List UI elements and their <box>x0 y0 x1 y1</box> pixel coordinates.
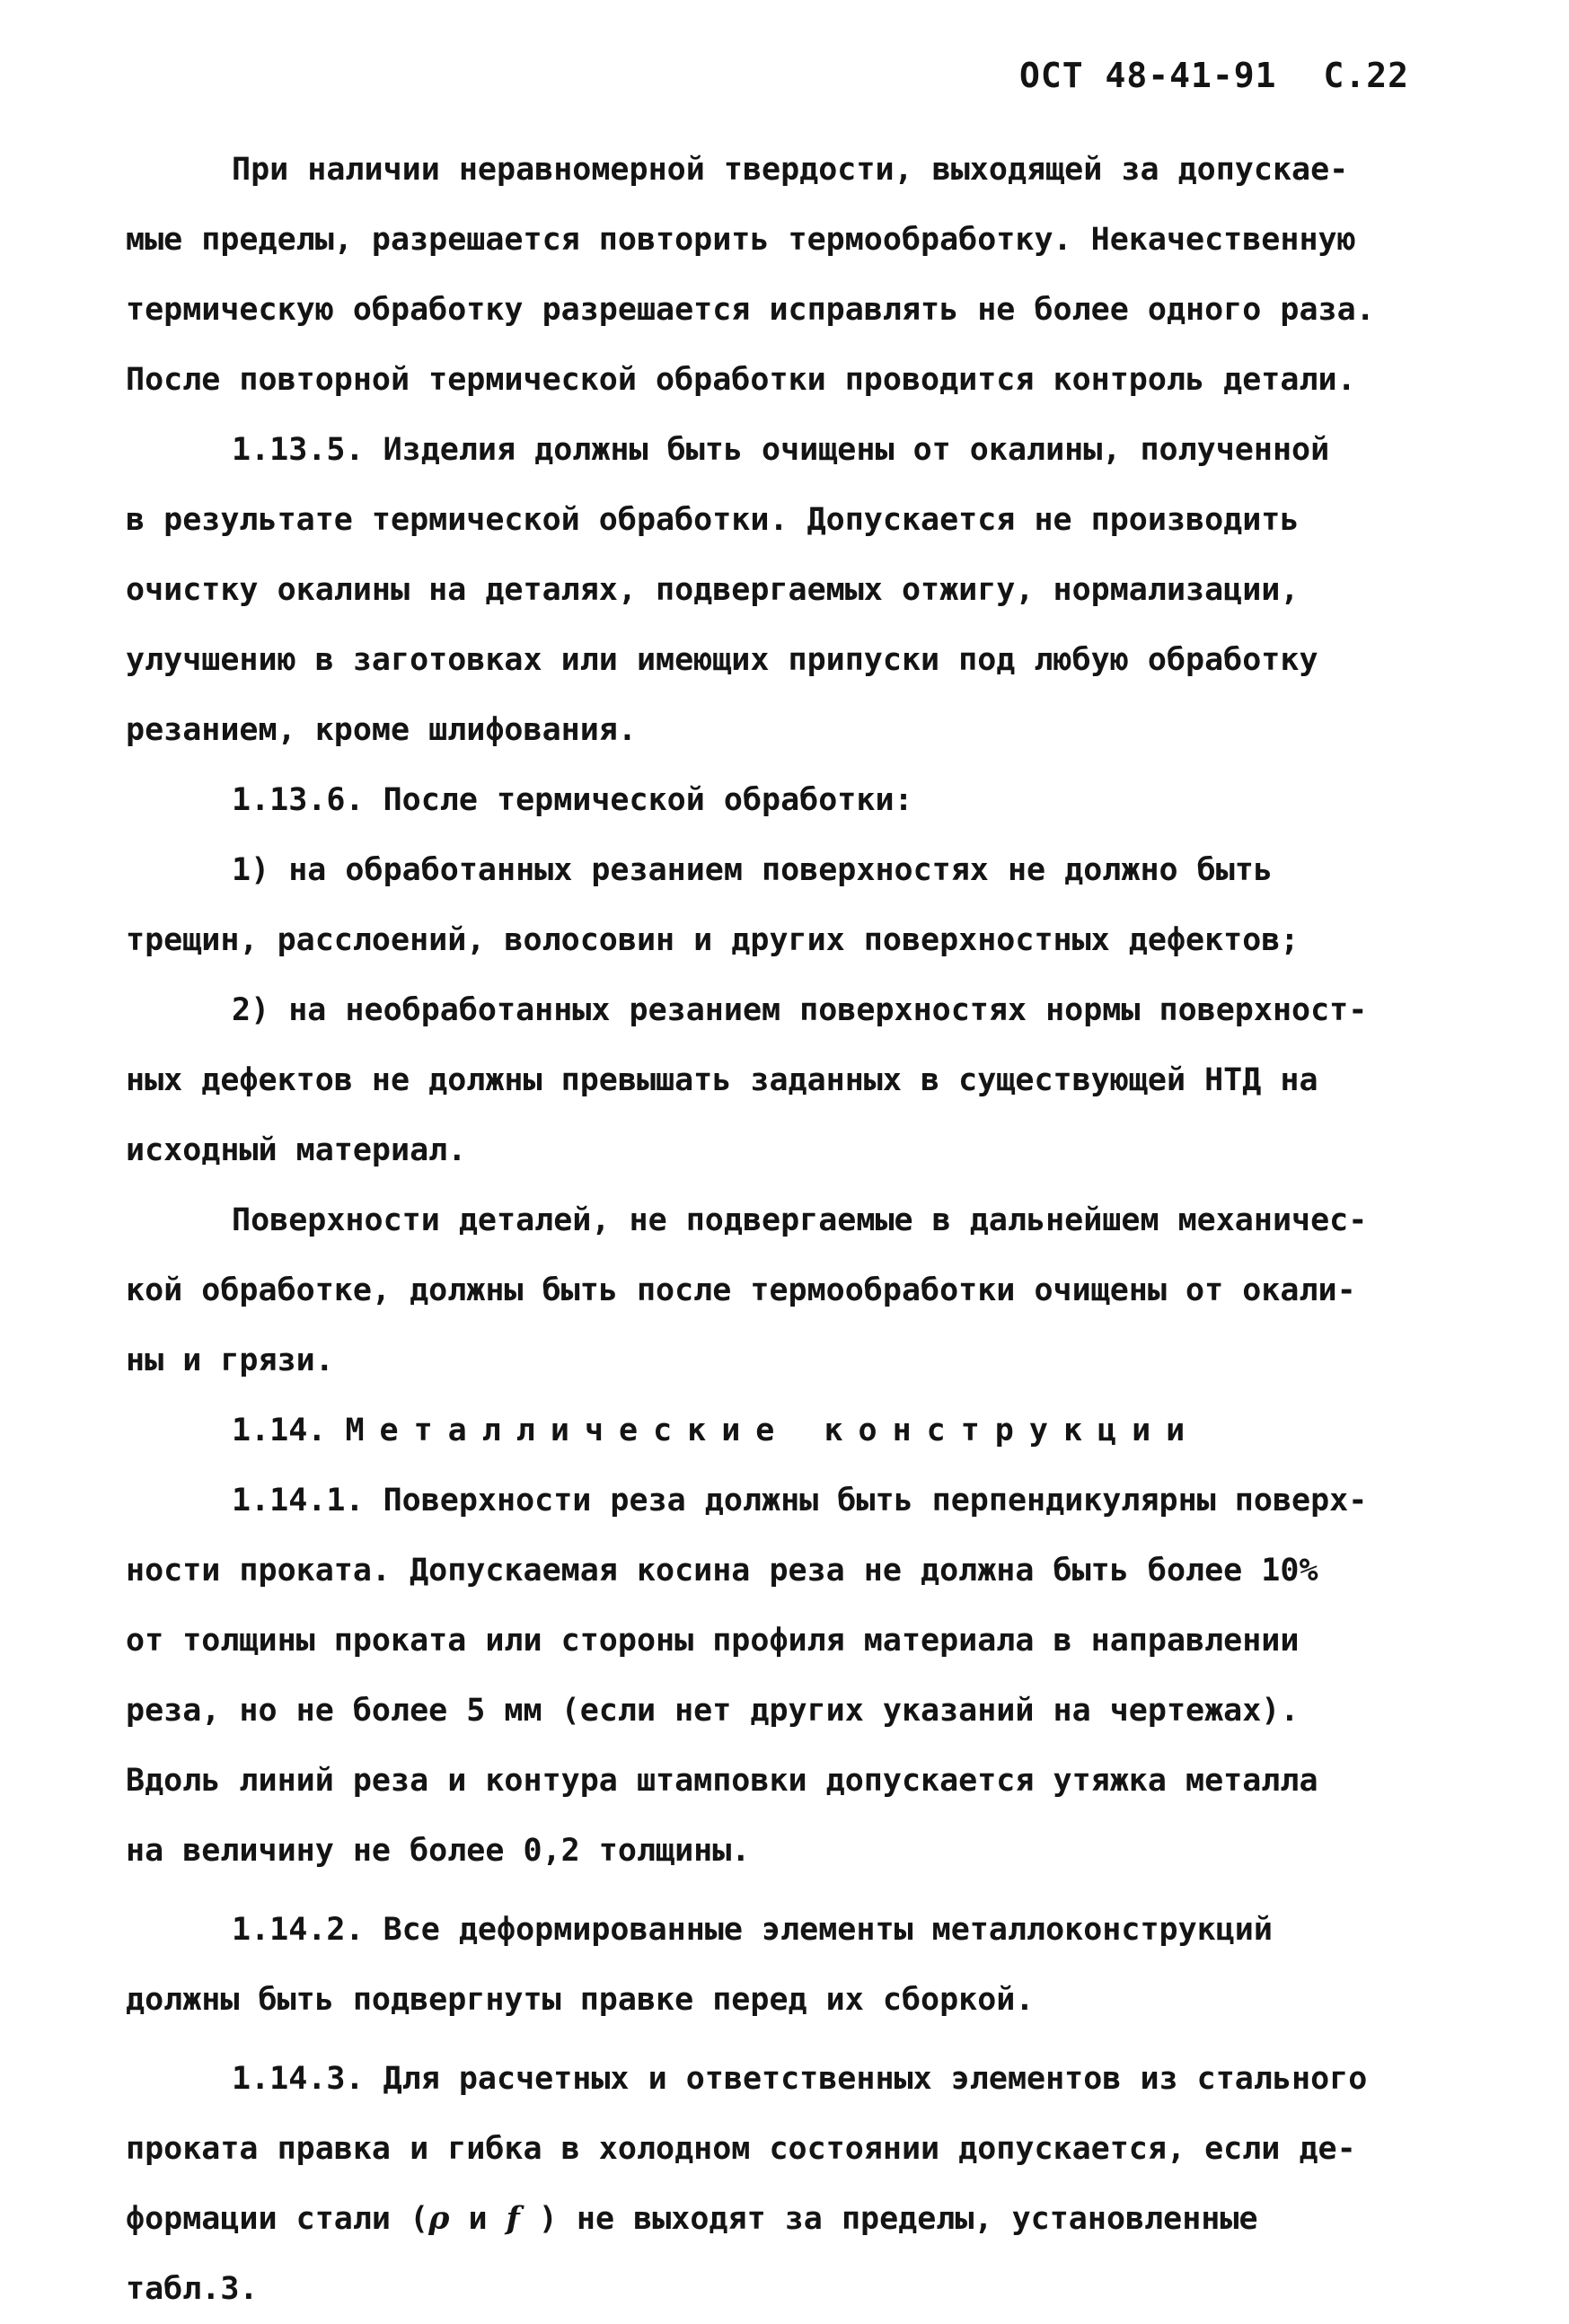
document-code: ОСТ 48-41-91 <box>1018 56 1277 95</box>
text-line: улучшению в заготовках или имеющих припуски под любую обработку <box>126 642 1318 678</box>
text-line: 1.14.2. Все деформированные элементы металлоконструкций <box>232 1912 1273 1948</box>
text-line: ных дефектов не должны превышать заданных в существующей НТД на <box>126 1062 1318 1098</box>
text-line: ны и грязи. <box>126 1342 334 1378</box>
text-line: проката правка и гибка в холодном состоянии допускается, если де- <box>126 2131 1356 2167</box>
text-line: на величину не более 0,2 толщины. <box>126 1833 751 1869</box>
symbol-f: f <box>506 2200 520 2237</box>
text-line: При наличии неравномерной твердости, выходящей за допускае- <box>232 152 1349 188</box>
text-line: в результате термической обработки. Допускается не производить <box>126 502 1300 538</box>
text-line: резанием, кроме шлифования. <box>126 712 637 748</box>
section-number: 1.14. <box>232 1413 327 1448</box>
text-line: 1.13.5. Изделия должны быть очищены от окалины, полученной <box>232 432 1330 468</box>
formula-conjunction: и <box>449 2201 507 2237</box>
text-line: от толщины проката или стороны профиля материала в направлении <box>126 1623 1300 1659</box>
page-number: С.22 <box>1323 56 1409 95</box>
text-line: реза, но не более 5 мм (если нет других указаний на чертежах). <box>126 1693 1300 1729</box>
text-line: 1.14.1. Поверхности реза должны быть перпендикулярны поверх- <box>232 1483 1368 1519</box>
text-line-formula <box>126 2184 1464 2254</box>
text-line: Вдоль линий реза и контура штамповки допускается утяжка металла <box>126 1763 1318 1799</box>
text-line: трещин, расслоений, волосовин и других поверхностных дефектов; <box>126 922 1300 958</box>
text-line: кой обработке, должны быть после термообработки очищены от окали- <box>126 1272 1356 1308</box>
text-line: После повторной термической обработки проводится контроль детали. <box>126 362 1356 398</box>
section-heading <box>126 1395 1464 1466</box>
text-line: 1.13.6. После термической обработки: <box>232 782 913 818</box>
text-line: 1) на обработанных резанием поверхностях не должно быть <box>232 852 1273 888</box>
text-line: термическую обработку разрешается исправлять не более одного раза. <box>126 292 1375 328</box>
text-line: исходный материал. <box>126 1132 467 1168</box>
page-header <box>1019 56 1409 95</box>
text-line: Поверхности деталей, не подвергаемые в дальнейшем механичес- <box>232 1202 1368 1238</box>
text-line: мые пределы, разрешается повторить термообработку. Некачественную <box>126 222 1356 258</box>
section-title: Металлические конструкции <box>345 1413 1201 1448</box>
symbol-rho: ρ <box>428 2200 450 2237</box>
formula-suffix: ) не выходят за пределы, установленные <box>519 2201 1258 2237</box>
document-body <box>126 135 1464 2324</box>
formula-prefix: формации стали ( <box>126 2201 429 2237</box>
text-line: 1.14.3. Для расчетных и ответственных элементов из стального <box>232 2061 1368 2097</box>
text-line: должны быть подвергнуты правке перед их сборкой. <box>126 1982 1035 2018</box>
text-line: 2) на необработанных резанием поверхностях нормы поверхност- <box>232 992 1368 1028</box>
text-line: ности проката. Допускаемая косина реза не должна быть более 10% <box>126 1553 1318 1589</box>
text-line: табл.3. <box>126 2271 259 2307</box>
text-line: очистку окалины на деталях, подвергаемых отжигу, нормализации, <box>126 572 1300 608</box>
